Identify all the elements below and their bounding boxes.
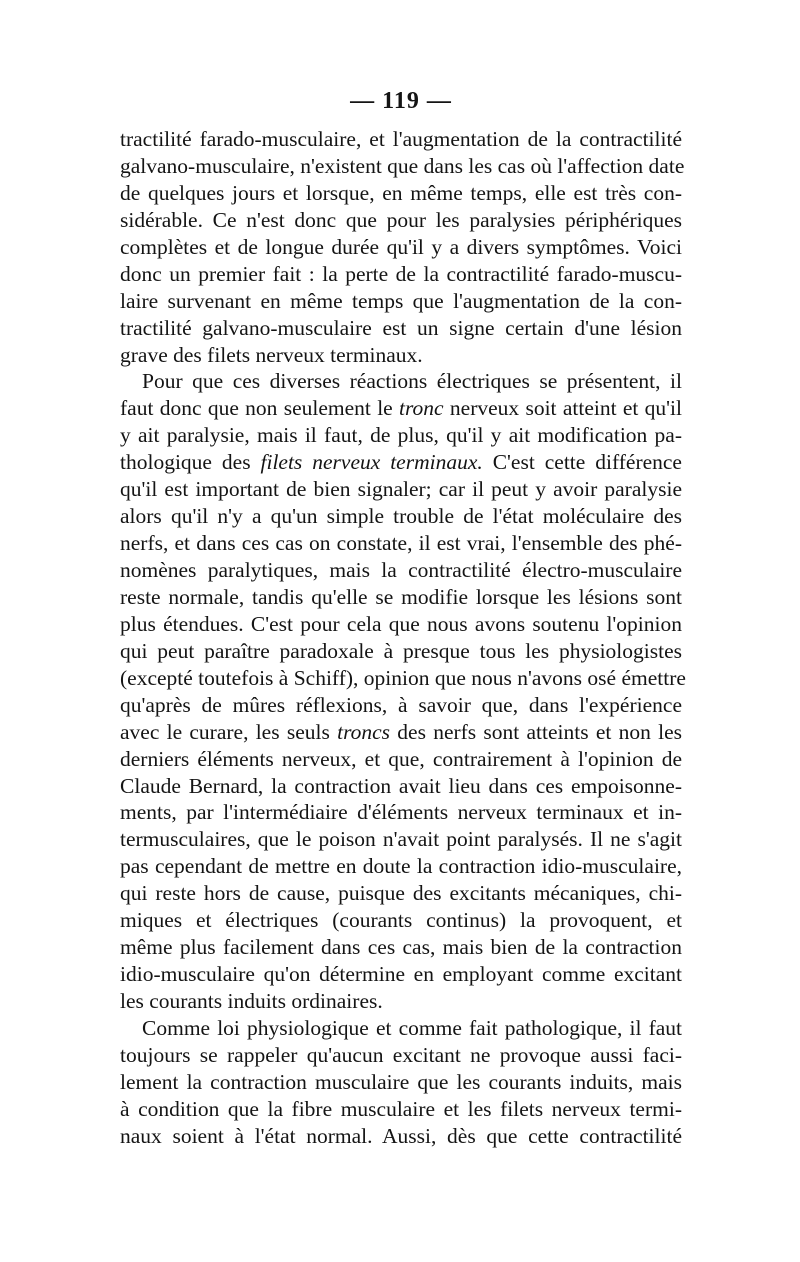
text-run: Pour que ces diverses réactions électriques se présentent, il [142, 369, 682, 394]
text-run: complètes et de longue durée qu'il y a divers symptômes. Voici [120, 234, 682, 259]
text-run: qu'après de mûres réflexions, à savoir que, dans l'expérience [120, 692, 682, 717]
text-run: tractilité farado-musculaire, et l'augmentation de la contractilité [120, 127, 682, 151]
text-run: de quelques jours et lorsque, en même temps, elle est très con- [120, 180, 682, 205]
text-line [120, 234, 682, 261]
text-line [120, 584, 682, 611]
text-run: qui peut paraître paradoxale à presque tous les physiologistes [120, 638, 682, 663]
text-line [120, 826, 682, 853]
paragraph [120, 126, 685, 368]
text-run: idio-musculaire qu'on détermine en employant comme excitant [120, 962, 682, 987]
text-run: à condition que la fibre musculaire et les filets nerveux termi- [120, 1096, 682, 1121]
text-line [120, 261, 682, 288]
text-run: y ait paralysie, mais il faut, de plus, qu'il y ait modification pa- [120, 423, 682, 448]
text-run: termusculaires, que le poison n'avait point paralysés. Il ne s'agit [120, 827, 682, 852]
text-run: des nerfs sont atteints et non les [390, 719, 682, 744]
text-run: nomènes paralytiques, mais la contractilité électro-musculaire [120, 558, 682, 582]
text-line [120, 907, 682, 934]
text-run: lement la contraction musculaire que les courants induits, mais [120, 1069, 682, 1094]
text-run: Claude Bernard, la contraction avait lieu dans ces empoisonne- [120, 773, 682, 798]
italic-text: filets nerveux terminaux. [260, 450, 483, 475]
text-line [120, 368, 682, 395]
text-line [120, 692, 682, 719]
text-line [120, 180, 682, 207]
text-run: donc un premier fait : la perte de la contractilité farado-muscu- [120, 261, 682, 286]
page-number: — 119 — [350, 88, 452, 114]
text-run: qu'il est important de bien signaler; car il peut y avoir paralysie [120, 477, 682, 502]
text-run: même plus facilement dans ces cas, mais bien de la contraction [120, 935, 682, 960]
text-run: qui reste hors de cause, puisque des excitants mécaniques, chi- [120, 881, 682, 906]
text-run: galvano-musculaire, n'existent que dans les cas où l'affection date [120, 153, 685, 178]
text-line [120, 342, 682, 369]
text-run: faut donc que non seulement le [120, 396, 400, 421]
text-line [120, 1015, 682, 1042]
text-line [120, 153, 685, 180]
text-line [120, 315, 682, 342]
text-line [120, 638, 682, 665]
text-line [120, 476, 682, 503]
text-run: C'est cette différence [482, 450, 682, 475]
text-line [120, 880, 682, 907]
text-run: pas cependant de mettre en doute la contraction idio-musculaire, [120, 854, 682, 879]
text-run: nerveux soit atteint et qu'il [443, 396, 682, 421]
text-line [120, 988, 682, 1015]
text-line [120, 665, 686, 692]
text-run: alors qu'il n'y a qu'un simple trouble de l'état moléculaire des [120, 504, 682, 529]
text-run: reste normale, tandis qu'elle se modifie lorsque les lésions sont [120, 584, 682, 609]
text-line [120, 961, 682, 988]
text-run: grave des filets nerveux terminaux. [120, 342, 423, 367]
text-run: toujours se rappeler qu'aucun excitant ne provoque aussi faci- [120, 1042, 682, 1067]
text-line [120, 1069, 682, 1096]
text-line [120, 126, 682, 153]
text-line [120, 1042, 682, 1069]
text-line [120, 422, 682, 449]
text-line [120, 719, 682, 746]
text-line [120, 746, 682, 773]
book-page [120, 84, 686, 1150]
text-run: laire survenant en même temps que l'augmentation de la con- [120, 288, 682, 313]
text-line [120, 288, 682, 315]
paragraph [120, 368, 686, 1015]
text-run: avec le curare, les seuls [120, 719, 338, 744]
text-run: tractilité galvano-musculaire est un signe certain d'une lésion [120, 315, 682, 340]
text-run: nerfs, et dans ces cas on constate, il est vrai, l'ensemble des phé- [120, 531, 682, 556]
text-run: (excepté toutefois à Schiff), opinion que nous n'avons osé émettre [120, 665, 686, 690]
text-run: miques et électriques (courants continus) la provoquent, et [120, 908, 682, 933]
text-line [120, 395, 682, 422]
text-line [120, 853, 682, 880]
body-text [120, 126, 686, 1150]
text-run: thologique des [120, 450, 261, 475]
text-line [120, 1096, 682, 1123]
italic-text: tronc [399, 396, 444, 421]
text-line [120, 773, 682, 800]
text-line [120, 799, 682, 826]
text-run: plus étendues. C'est pour cela que nous avons soutenu l'opinion [120, 611, 682, 636]
text-run: naux soient à l'état normal. Aussi, dès que cette contractilité [120, 1123, 682, 1148]
text-line [120, 503, 682, 530]
text-run: derniers éléments nerveux, et que, contrairement à l'opinion de [120, 746, 682, 771]
text-run: ments, par l'intermédiaire d'éléments nerveux terminaux et in- [120, 800, 682, 825]
text-run: sidérable. Ce n'est donc que pour les paralysies périphériques [120, 207, 682, 232]
italic-text: troncs [337, 719, 391, 744]
text-line [120, 1123, 682, 1150]
text-line [120, 934, 682, 961]
text-run: Comme loi physiologique et comme fait pathologique, il faut [142, 1015, 682, 1040]
text-run: les courants induits ordinaires. [120, 989, 383, 1013]
text-line [120, 207, 682, 234]
text-line [120, 449, 682, 476]
text-line [120, 530, 682, 557]
text-line [120, 611, 682, 638]
text-line [120, 557, 682, 584]
paragraph [120, 1015, 682, 1150]
